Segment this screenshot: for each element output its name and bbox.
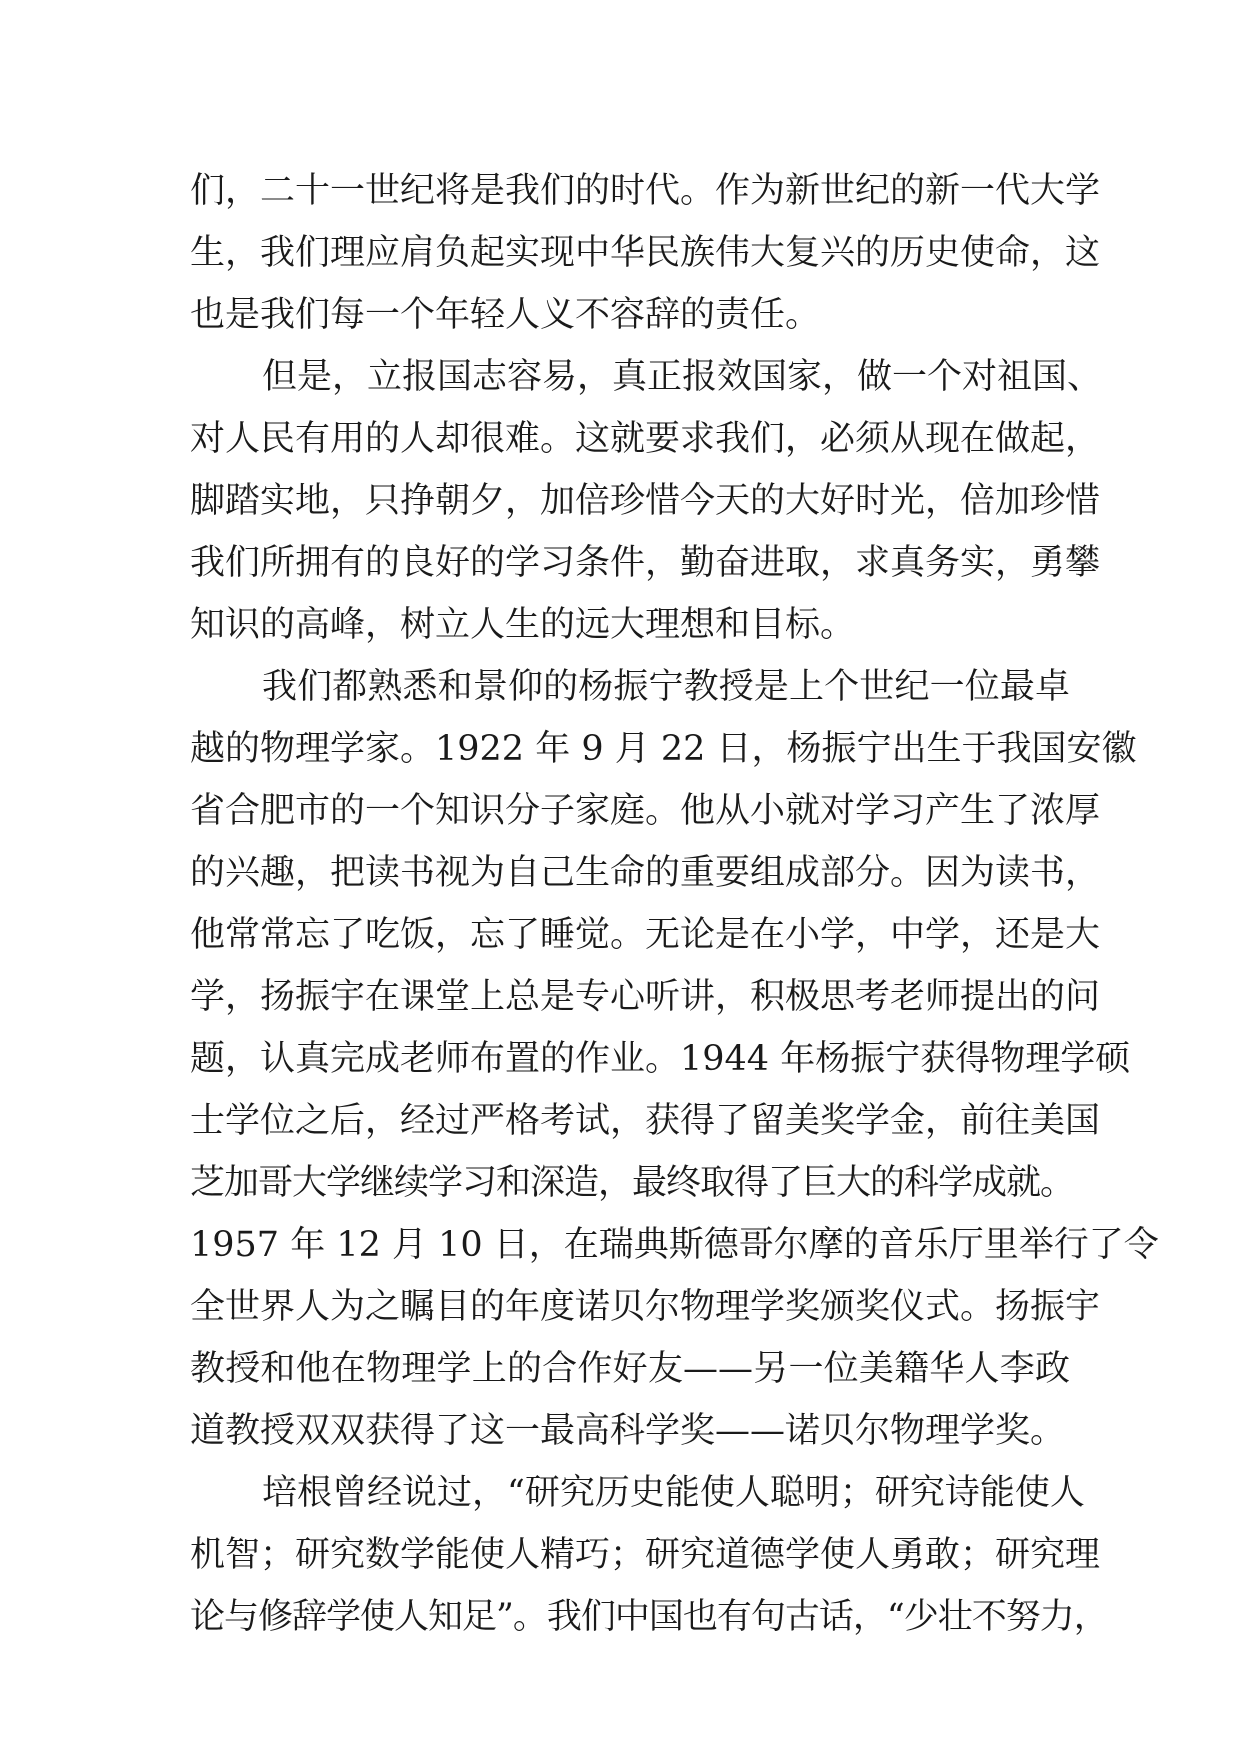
text-line: 省合肥市的一个知识分子家庭。他从小就对学习产生了浓厚 (190, 791, 1101, 831)
text-line: 士学位之后，经过严格考试，获得了留美奖学金，前往美国 (190, 1101, 1101, 1141)
text-line: 论与修辞学使人知足”。我们中国也有句古话，“少壮不努力， (190, 1597, 1108, 1637)
paragraph-first-line: 我们都熟悉和景仰的杨振宁教授是上个世纪一位最卓 (262, 667, 1070, 707)
text-line: 教授和他在物理学上的合作好友——另一位美籍华人李政 (190, 1349, 1070, 1389)
text-line: 机智；研究数学能使人精巧；研究道德学使人勇敢；研究理 (190, 1535, 1101, 1575)
text-line: 学，扬振宇在课堂上总是专心听讲，积极思考老师提出的问 (190, 977, 1101, 1017)
text-line: 知识的高峰，树立人生的远大理想和目标。 (190, 605, 856, 645)
text-line: 越的物理学家。1922 年 9 月 22 日，杨振宁出生于我国安徽 (190, 729, 1137, 769)
text-line: 的兴趣，把读书视为自己生命的重要组成部分。因为读书， (190, 853, 1101, 893)
paragraph-first-line: 但是，立报国志容易，真正报效国家，做一个对祖国、 (262, 357, 1103, 397)
text-line: 道教授双双获得了这一最高科学奖——诺贝尔物理学奖。 (190, 1411, 1066, 1451)
text-line: 他常常忘了吃饭，忘了睡觉。无论是在小学，中学，还是大 (190, 915, 1101, 955)
text-line: 题，认真完成老师布置的作业。1944 年杨振宁获得物理学硕 (190, 1039, 1131, 1079)
text-line: 对人民有用的人却很难。这就要求我们，必须从现在做起， (190, 419, 1101, 459)
text-line: 我们所拥有的良好的学习条件，勤奋进取，求真务实，勇攀 (190, 543, 1101, 583)
text-line: 脚踏实地，只挣朝夕，加倍珍惜今天的大好时光，倍加珍惜 (190, 481, 1101, 521)
text-line: 1957 年 12 月 10 日，在瑞典斯德哥尔摩的音乐厅里举行了令 (190, 1225, 1159, 1265)
body-text (190, 160, 1159, 1648)
text-line: 们，二十一世纪将是我们的时代。作为新世纪的新一代大学 (190, 171, 1101, 211)
paragraph-first-line: 培根曾经说过，“研究历史能使人聪明；研究诗能使人 (262, 1473, 1085, 1513)
text-line: 生，我们理应肩负起实现中华民族伟大复兴的历史使命，这 (190, 233, 1101, 273)
text-line: 全世界人为之瞩目的年度诺贝尔物理学奖颁奖仪式。扬振宇 (190, 1287, 1101, 1327)
text-line: 也是我们每一个年轻人义不容辞的责任。 (190, 295, 821, 335)
text-line: 芝加哥大学继续学习和深造，最终取得了巨大的科学成就。 (190, 1163, 1075, 1203)
